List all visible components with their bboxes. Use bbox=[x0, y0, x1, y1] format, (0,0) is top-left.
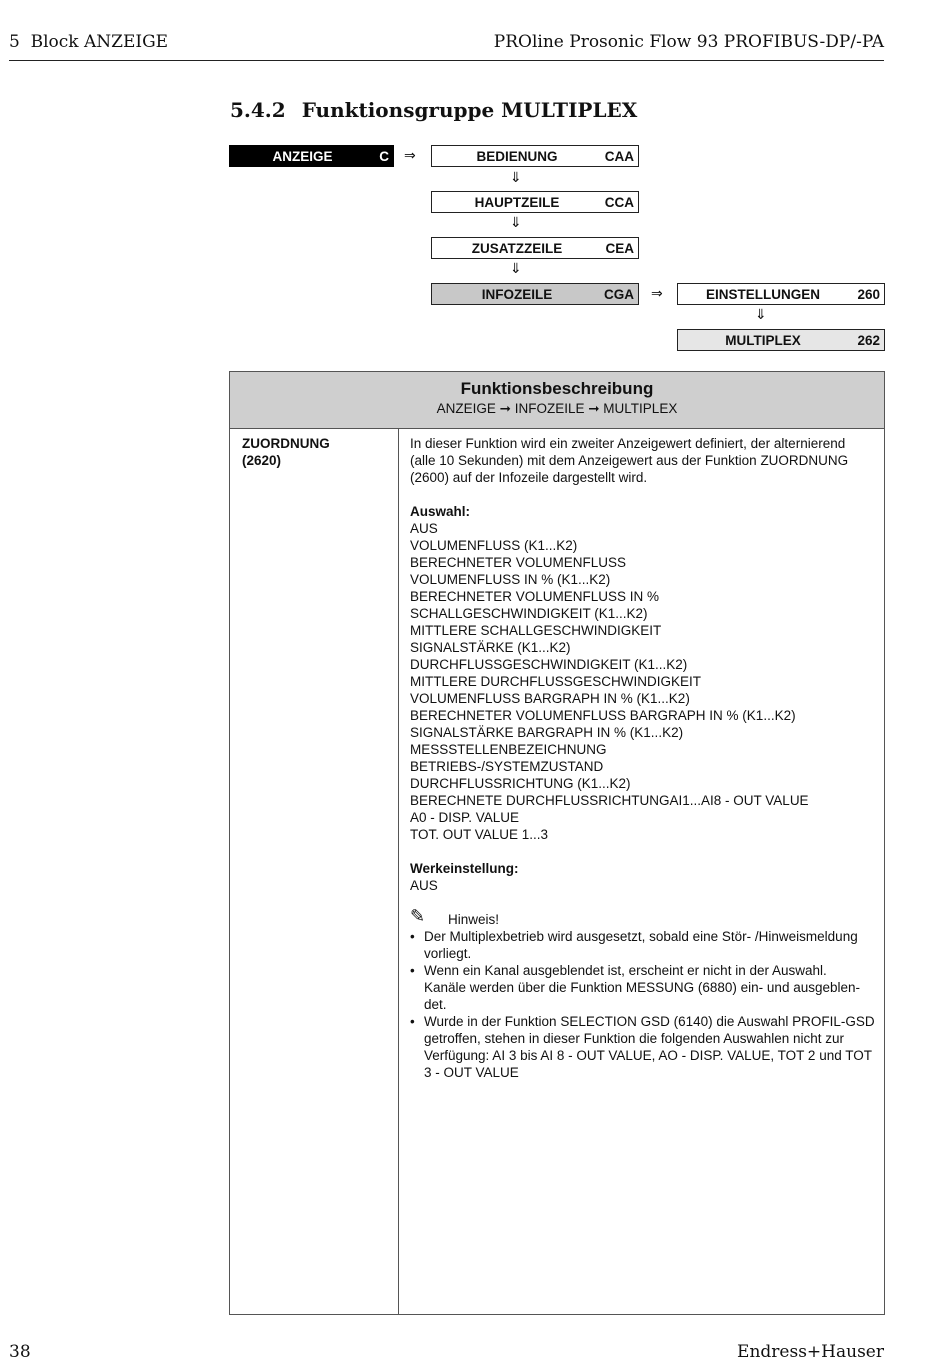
option-item: MESSSTELLENBEZEICHNUNG bbox=[410, 742, 607, 757]
arrow-down-icon: ⇓ bbox=[510, 260, 522, 276]
header-chapter: 5 Block ANZEIGE bbox=[9, 32, 169, 52]
nav-code: CEA bbox=[605, 241, 634, 256]
note-line: det. bbox=[424, 997, 447, 1012]
description-line: In dieser Funktion wird ein zweiter Anzeigewert definiert, der alternierend bbox=[410, 436, 846, 451]
hinweis-label: Hinweis! bbox=[448, 912, 500, 927]
header-product: PROline Prosonic Flow 93 PROFIBUS-DP/-PA bbox=[493, 32, 884, 52]
arrow-right-icon: ⇒ bbox=[651, 285, 663, 301]
nav-code: CGA bbox=[604, 287, 634, 302]
header-divider bbox=[9, 60, 884, 61]
function-table bbox=[229, 371, 885, 1315]
option-item: BERECHNETE DURCHFLUSSRICHTUNGAI1...AI8 - OUT VALUE bbox=[410, 793, 809, 808]
nav-label: EINSTELLUNGEN bbox=[705, 287, 820, 302]
nav-label: ANZEIGE bbox=[272, 149, 333, 164]
option-item: SIGNALSTÄRKE BARGRAPH IN % (K1...K2) bbox=[410, 725, 684, 740]
section-number: 5.4.2 bbox=[230, 98, 286, 122]
bullet-icon: • bbox=[410, 1014, 415, 1029]
nav-box-hauptzeile bbox=[431, 191, 639, 213]
nav-code: CAA bbox=[604, 149, 634, 164]
note-item bbox=[410, 962, 875, 1013]
option-item: VOLUMENFLUSS IN % (K1...K2) bbox=[410, 572, 611, 587]
note-line: getroffen, stehen in dieser Funktion die folgenden Auswahlen nicht zur bbox=[424, 1031, 845, 1046]
note-line: Verfügung: AI 3 bis AI 8 - OUT VALUE, AO - DISP. VALUE, TOT 2 und TOT bbox=[424, 1048, 872, 1063]
werkeinstellung-value: AUS bbox=[410, 878, 438, 893]
nav-box-bedienung bbox=[431, 145, 639, 167]
bullet-icon: • bbox=[410, 963, 415, 978]
option-item: AUS bbox=[410, 521, 438, 536]
table-header bbox=[230, 372, 884, 429]
nav-label: HAUPTZEILE bbox=[474, 195, 560, 210]
option-item: BERECHNETER VOLUMENFLUSS IN % bbox=[410, 589, 660, 604]
note-line: Wurde in der Funktion SELECTION GSD (6140) die Auswahl PROFIL-GSD bbox=[424, 1014, 875, 1029]
option-item: TOT. OUT VALUE 1...3 bbox=[410, 827, 549, 842]
option-item: VOLUMENFLUSS (K1...K2) bbox=[410, 538, 578, 553]
option-item: DURCHFLUSSGESCHWINDIGKEIT (K1...K2) bbox=[410, 657, 688, 672]
pencil-icon: ✎ bbox=[410, 906, 426, 926]
nav-label: INFOZEILE bbox=[481, 287, 553, 302]
auswahl-label: Auswahl: bbox=[410, 504, 471, 519]
option-item: SCHALLGESCHWINDIGKEIT (K1...K2) bbox=[410, 606, 648, 621]
brand-logo: Endress+Hauser bbox=[737, 1342, 884, 1362]
note-item bbox=[410, 1013, 875, 1081]
arrow-down-icon: ⇓ bbox=[755, 306, 767, 322]
note-line: Kanäle werden über die Funktion MESSUNG (6880) ein- und ausgeblen- bbox=[424, 980, 861, 995]
description-line: (alle 10 Sekunden) mit dem Anzeigewert aus der Funktion ZUORDNUNG bbox=[410, 453, 849, 468]
nav-box-einstellungen bbox=[677, 283, 885, 305]
note-item bbox=[410, 928, 875, 962]
page-number: 38 bbox=[9, 1342, 31, 1362]
function-description bbox=[410, 435, 875, 1081]
nav-code: 260 bbox=[857, 287, 880, 302]
table-path: ANZEIGE ➞ INFOZEILE ➞ MULTIPLEX bbox=[436, 401, 678, 416]
option-item: BETRIEBS-/SYSTEMZUSTAND bbox=[410, 759, 604, 774]
option-item: A0 - DISP. VALUE bbox=[410, 810, 520, 825]
nav-box-zusatzzeile bbox=[431, 237, 639, 259]
function-code: (2620) bbox=[242, 453, 282, 468]
arrow-down-icon: ⇓ bbox=[510, 169, 522, 185]
description-line: (2600) auf der Infozeile dargestellt wird. bbox=[410, 470, 648, 485]
option-item: MITTLERE DURCHFLUSSGESCHWINDIGKEIT bbox=[410, 674, 702, 689]
note-line: Der Multiplexbetrieb wird ausgesetzt, sobald eine Stör- /Hinweismeldung bbox=[424, 929, 858, 944]
nav-label: MULTIPLEX bbox=[725, 333, 801, 348]
hinweis bbox=[410, 906, 875, 928]
option-item: BERECHNETER VOLUMENFLUSS bbox=[410, 555, 627, 570]
nav-label: ZUSATZZEILE bbox=[471, 241, 563, 256]
arrow-down-icon: ⇓ bbox=[510, 214, 522, 230]
werkeinstellung-label: Werkeinstellung: bbox=[410, 861, 519, 876]
table-heading: Funktionsbeschreibung bbox=[460, 379, 654, 398]
note-line: vorliegt. bbox=[424, 946, 472, 961]
arrow-right-icon: ⇒ bbox=[404, 147, 416, 163]
nav-box-infozeile bbox=[431, 283, 639, 305]
nav-code: C bbox=[379, 149, 389, 164]
note-line: 3 - OUT VALUE bbox=[424, 1065, 519, 1080]
nav-label: BEDIENUNG bbox=[476, 149, 558, 164]
option-item: BERECHNETER VOLUMENFLUSS BARGRAPH IN % (K1...K2) bbox=[410, 708, 796, 723]
option-item: MITTLERE SCHALLGESCHWINDIGKEIT bbox=[410, 623, 662, 638]
nav-box-anzeige bbox=[229, 145, 394, 167]
bullet-icon: • bbox=[410, 929, 415, 944]
nav-box-multiplex bbox=[677, 329, 885, 351]
section-title bbox=[230, 98, 637, 122]
section-heading: Funktionsgruppe MULTIPLEX bbox=[301, 98, 638, 122]
nav-code: CCA bbox=[604, 195, 634, 210]
option-item: SIGNALSTÄRKE (K1...K2) bbox=[410, 640, 571, 655]
function-name: ZUORDNUNG bbox=[242, 436, 330, 451]
option-item: VOLUMENFLUSS BARGRAPH IN % (K1...K2) bbox=[410, 691, 690, 706]
option-item: DURCHFLUSSRICHTUNG (K1...K2) bbox=[410, 776, 631, 791]
nav-code: 262 bbox=[857, 333, 880, 348]
note-line: Wenn ein Kanal ausgeblendet ist, erscheint er nicht in der Auswahl. bbox=[424, 963, 827, 978]
function-label bbox=[242, 435, 330, 469]
column-divider bbox=[398, 428, 399, 1314]
